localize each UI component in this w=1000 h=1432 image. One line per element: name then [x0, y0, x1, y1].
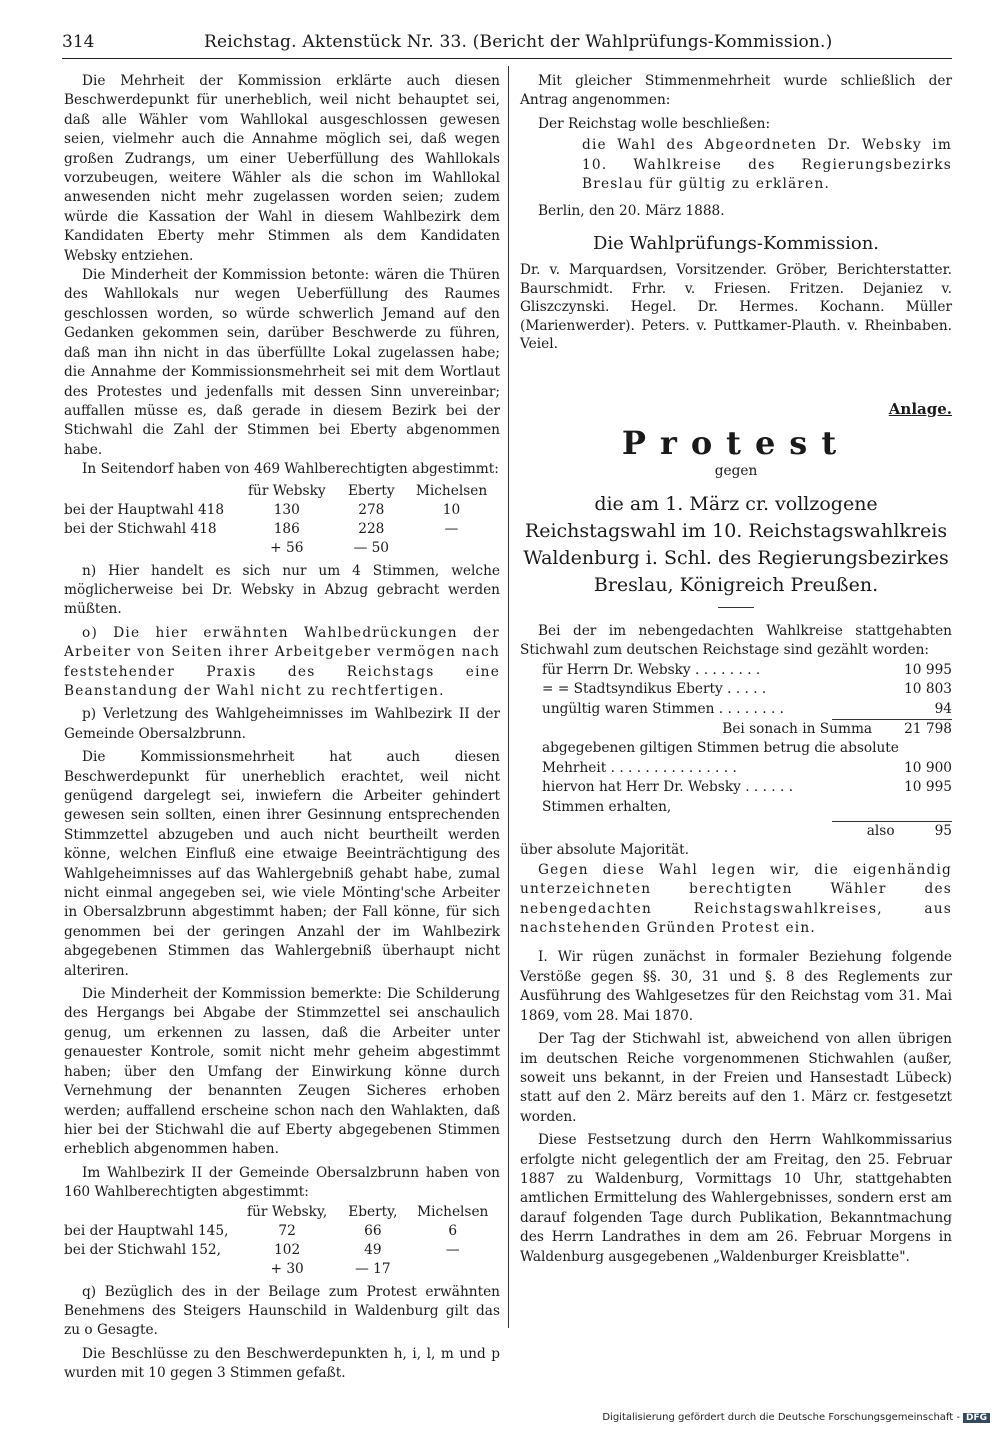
running-title: Reichstag. Aktenstück Nr. 33. (Bericht der Wahlprüfungs-Kommission.)	[204, 32, 833, 52]
paragraph: Mit gleicher Stimmenmehrheit wurde schließlich der Antrag angenommen:	[520, 73, 952, 109]
col-header: Eberty	[347, 482, 395, 499]
cell: 72	[278, 1222, 296, 1239]
count-sum-row	[542, 720, 952, 739]
col-header: Eberty,	[348, 1203, 398, 1220]
col-header: für Websky,	[247, 1203, 328, 1220]
cell: 102	[274, 1241, 301, 1258]
paragraph: Der Tag der Stichwahl ist, abweichend von allen übrigen im deutschen Reiche vorgenommenen Stichwahlen (außer, soweit uns bekannt, in der Freien und Hansestadt Lübeck) statt auf den 2. März bereits auf den 1. März cr. festgesetzt worden.	[520, 1031, 952, 1125]
count-label: Bei sonach in Summa	[722, 721, 873, 737]
row-label: bei der Hauptwahl 145,	[64, 1222, 229, 1239]
commission-title: Die Wahlprüfungs-Kommission.	[592, 232, 880, 254]
cell: —	[445, 1241, 460, 1258]
paragraph: Gegen diese Wahl legen wir, die eigenhändig unterzeichneten berechtigten Wähler des nebengedachten Reichstagswahlkreises, aus nachstehenden Gründen Protest ein.	[520, 861, 952, 937]
cell: 66	[364, 1222, 382, 1239]
count-row	[542, 661, 952, 680]
appendix-label-wrap	[520, 400, 952, 420]
vote-table-seitendorf	[64, 482, 500, 558]
cell: 49	[364, 1241, 382, 1258]
protest-gegen: gegen	[714, 462, 758, 479]
vote-table-header	[64, 1203, 500, 1222]
cell: — 17	[355, 1260, 391, 1277]
cell: + 30	[270, 1260, 304, 1277]
paragraph: Die Beschlüsse zu den Beschwerdepunkten h, i, l, m und p wurden mit 10 gegen 3 Stimmen gefaßt.	[64, 1345, 500, 1382]
count-label: hiervon hat Herr Dr. Websky . . . . . .	[542, 779, 794, 796]
paragraph: Die Minderheit der Kommission betonte: wären die Thüren des Wahllokals nur wegen Ueberfüllung des Raumes geschlossen worden, so würde schwerlich Jemand auf den Gedanken gekommen sein, darüber Beschwerde zu führen, daß man ihn nicht in das überfüllte Lokal zugelassen habe; die Annahme der Kommissionsmehrheit sei mit dem Wortlaut des Protestes und jedenfalls mit dessen Sinn unvereinbar; auffallen müsse es, daß gerade in diesem Bezirk bei der Stichwahl die Zahl der Stimmen bei Eberty abgenommen habe.	[64, 267, 500, 458]
cell	[403, 539, 500, 558]
cell: 130	[273, 501, 300, 518]
vote-table-row	[64, 539, 500, 558]
vote-table-row	[64, 520, 500, 539]
count-row	[542, 739, 952, 758]
count-value: 10 900	[904, 759, 952, 776]
row-label: bei der Stichwahl 418	[64, 520, 217, 537]
appendix-label: Anlage.	[888, 399, 952, 418]
paragraph: n) Hier handelt es sich nur um 4 Stimmen, welche möglicherweise bei Dr. Websky in Abzug gebracht werden müßten.	[64, 562, 500, 618]
row-label	[64, 539, 234, 558]
count-label: Mehrheit . . . . . . . . . . . . . . .	[542, 759, 737, 776]
cell: 228	[358, 520, 385, 537]
paragraph: Die Mehrheit der Kommission erklärte auch diesen Beschwerdepunkt für unerheblich, weil nicht behauptet sei, daß alle Wähler vom Wahllokal ausgeschlossen gewesen seien, vielmehr auch die Annahme möglich sei, daß wegen großen Zudrangs, um einer Ueberfüllung des Wahllokals vorzubeugen, weitere Wähler als die schon im Wahllokal anwesenden nicht mehr zugelassen worden seien; zudem würde die Kassation der Wahl in diesem Wahlbezirk dem Kandidaten Eberty mehr Stimmen als dem Kandidaten Websky entziehen.	[64, 73, 500, 264]
cell: 278	[358, 501, 385, 518]
count-list	[520, 661, 952, 842]
cell	[405, 1260, 500, 1279]
row-label	[64, 1260, 234, 1279]
left-column	[64, 72, 500, 1384]
cell: + 56	[270, 539, 304, 556]
paragraph: Diese Festsetzung durch den Herrn Wahlkommissarius erfolgte nicht gelegentlich der am Freitag, den 25. Februar 1887 zu Waldenburg, Vormittags 10 Uhr, stattgehabten amtlichen Ermittelung des Wahlergebnisses, sondern erst am darauf folgenden Tage durch Publikation, Bekanntmachung des Herrn Landrathes in dem am 26. Februar Morgens in Waldenburg ausgegebenen „Waldenburger Kreisblatte".	[520, 1132, 952, 1265]
digitization-footer	[602, 1412, 990, 1423]
count-row	[542, 778, 952, 797]
short-rule	[718, 607, 754, 608]
count-value: 21 798	[904, 721, 952, 737]
vote-table-obersalzbrunn	[64, 1203, 500, 1279]
resolution-text: die Wahl des Abgeordneten Dr. Websky im 10. Wahlkreise des Regierungsbezirks Breslau für gültig zu erklären.	[582, 137, 952, 193]
protest-title: die am 1. März cr. vollzogene Reichstagswahl im 10. Reichstagswahlkreis Waldenburg i. Schl. des Regierungsbezirkes Breslau, Königreich Preußen.	[523, 492, 949, 596]
paragraph: In Seitendorf haben von 469 Wahlberechtigten abgestimmt:	[82, 461, 499, 478]
col-header: Michelsen	[417, 1203, 489, 1220]
col-header: Michelsen	[415, 482, 488, 499]
cell: 6	[448, 1222, 458, 1239]
count-value: 10 803	[904, 681, 952, 698]
signers-block	[520, 261, 952, 354]
page-header	[62, 32, 952, 56]
vote-table-row	[64, 1260, 500, 1279]
signers-list: Dr. v. Marquardsen, Vorsitzender. Gröber, Berichterstatter. Baurschmidt. Frhr. v. Friesen. Fritzen. Dejaniez v. Gliszczynski. Hegel. Dr. Hermes. Kochann. Müller (Marienwerder). Peters. v. Puttkamer-Plauth. v. Rheinbaben. Veiel.	[520, 262, 952, 353]
paragraph: p) Verletzung des Wahlgeheimnisses im Wahlbezirk II der Gemeinde Obersalzbrunn.	[64, 706, 500, 742]
cell: 186	[273, 520, 300, 537]
header-rule	[62, 58, 952, 59]
right-column	[520, 72, 952, 1267]
vote-table-row	[64, 501, 500, 520]
paragraph: o) Die hier erwähnten Wahlbedrückungen der Arbeiter von Seiten ihrer Arbeitgeber vermögen nach feststehender Praxis des Reichstags eine Beanstandung der Wahl nicht zu rechtfertigen.	[64, 624, 500, 699]
paragraph: Im Wahlbezirk II der Gemeinde Obersalzbrunn haben von 160 Wahlberechtigten abgestimmt:	[64, 1164, 500, 1201]
col-header: für Websky	[247, 482, 326, 499]
count-row	[542, 798, 952, 817]
footer-text: Digitalisierung gefördert durch die Deutsche Forschungsgemeinschaft -	[602, 1412, 960, 1423]
cell: — 50	[353, 539, 390, 556]
count-value: 10 995	[904, 779, 952, 796]
page-number: 314	[62, 32, 95, 52]
row-label: bei der Stichwahl 152,	[64, 1241, 221, 1258]
vote-count-block	[520, 622, 952, 861]
count-row	[542, 680, 952, 699]
vote-table-row	[64, 1222, 500, 1241]
paragraph: Der Reichstag wolle beschließen:	[538, 115, 771, 132]
count-value: 10 995	[904, 661, 952, 678]
dfg-logo: DFG	[963, 1413, 990, 1423]
count-value: 95	[934, 823, 952, 840]
cell: —	[444, 520, 459, 537]
date-line: Berlin, den 20. März 1888.	[538, 203, 725, 220]
paragraph: Bei der im nebengedachten Wahlkreise stattgehabten Stichwahl zum deutschen Reichstage sind gezählt worden:	[520, 622, 952, 659]
paragraph: über absolute Majorität.	[520, 842, 689, 859]
row-label: bei der Hauptwahl 418	[64, 501, 225, 518]
column-divider	[508, 66, 509, 1328]
count-label: abgegebenen giltigen Stimmen betrug die absolute	[542, 740, 899, 757]
count-also-row	[542, 822, 952, 841]
protest-heading: Protest	[621, 424, 851, 463]
paragraph: q) Bezüglich des in der Beilage zum Protest erwähnten Benehmens des Steigers Haunschild in Waldenburg gilt das zu o Gesagte.	[64, 1283, 500, 1339]
count-row	[542, 700, 952, 719]
count-value: 94	[934, 700, 952, 717]
count-label: für Herrn Dr. Websky . . . . . . . .	[542, 661, 761, 678]
count-label: = = Stadtsyndikus Eberty . . . . .	[542, 681, 767, 698]
count-label: Stimmen erhalten,	[542, 798, 672, 815]
count-label: ungültig waren Stimmen . . . . . . . .	[542, 700, 785, 717]
count-label: also	[866, 823, 895, 840]
cell: 10	[442, 501, 461, 518]
paragraph: Die Kommissionsmehrheit hat auch diesen Beschwerdepunkt für unerheblich erachtet, weil nicht genügend dargelegt sei, inwiefern die Arbeiter gehindert gewesen sein sollten, einen ihrer Gesinnung entsprechenden Stimmzettel abzugeben und auch nicht beurtheilt werden könne, welchen Einfluß eine etwaige Beeinträchtigung des Wahlgeheimnisses auf das Wahlergebniß gehabt habe, zumal nicht einmal angegeben sei, wie viele Mönting'sche Arbeiter in Obersalzbrunn abgestimmt haben; der Fall könne, für sich genommen bei der geringen Anzahl der im Wahlbezirk abgegebenen Stimmen das Wahlergebniß überhaupt nicht alteriren.	[64, 749, 500, 979]
paragraph: I. Wir rügen zunächst in formaler Beziehung folgende Verstöße gegen §§. 30, 31 und §. 8 des Reglements zur Ausführung des Wahlgesetzes für den Reichstag vom 31. Mai 1869, vom 28. Mai 1870.	[520, 949, 952, 1024]
vote-table-header	[64, 482, 500, 501]
paragraph: Die Minderheit der Kommission bemerkte: Die Schilderung des Hergangs bei Abgabe der Stimmzettel sei anschaulich genug, um erkennen zu lassen, daß die Arbeiter unter genauester Kontrole, somit nicht mehr geheim abgestimmt haben; über den Umfang der Einwirkung könne durch Vernehmung der benannten Zeugen Sicheres erhoben werden; auffallend erscheine schon nach den Wahlakten, daß hier bei der Stichwahl die auf Eberty abgegebenen Stimmen erheblich abgenommen haben.	[64, 986, 500, 1158]
vote-table-row	[64, 1241, 500, 1260]
count-row	[542, 759, 952, 778]
